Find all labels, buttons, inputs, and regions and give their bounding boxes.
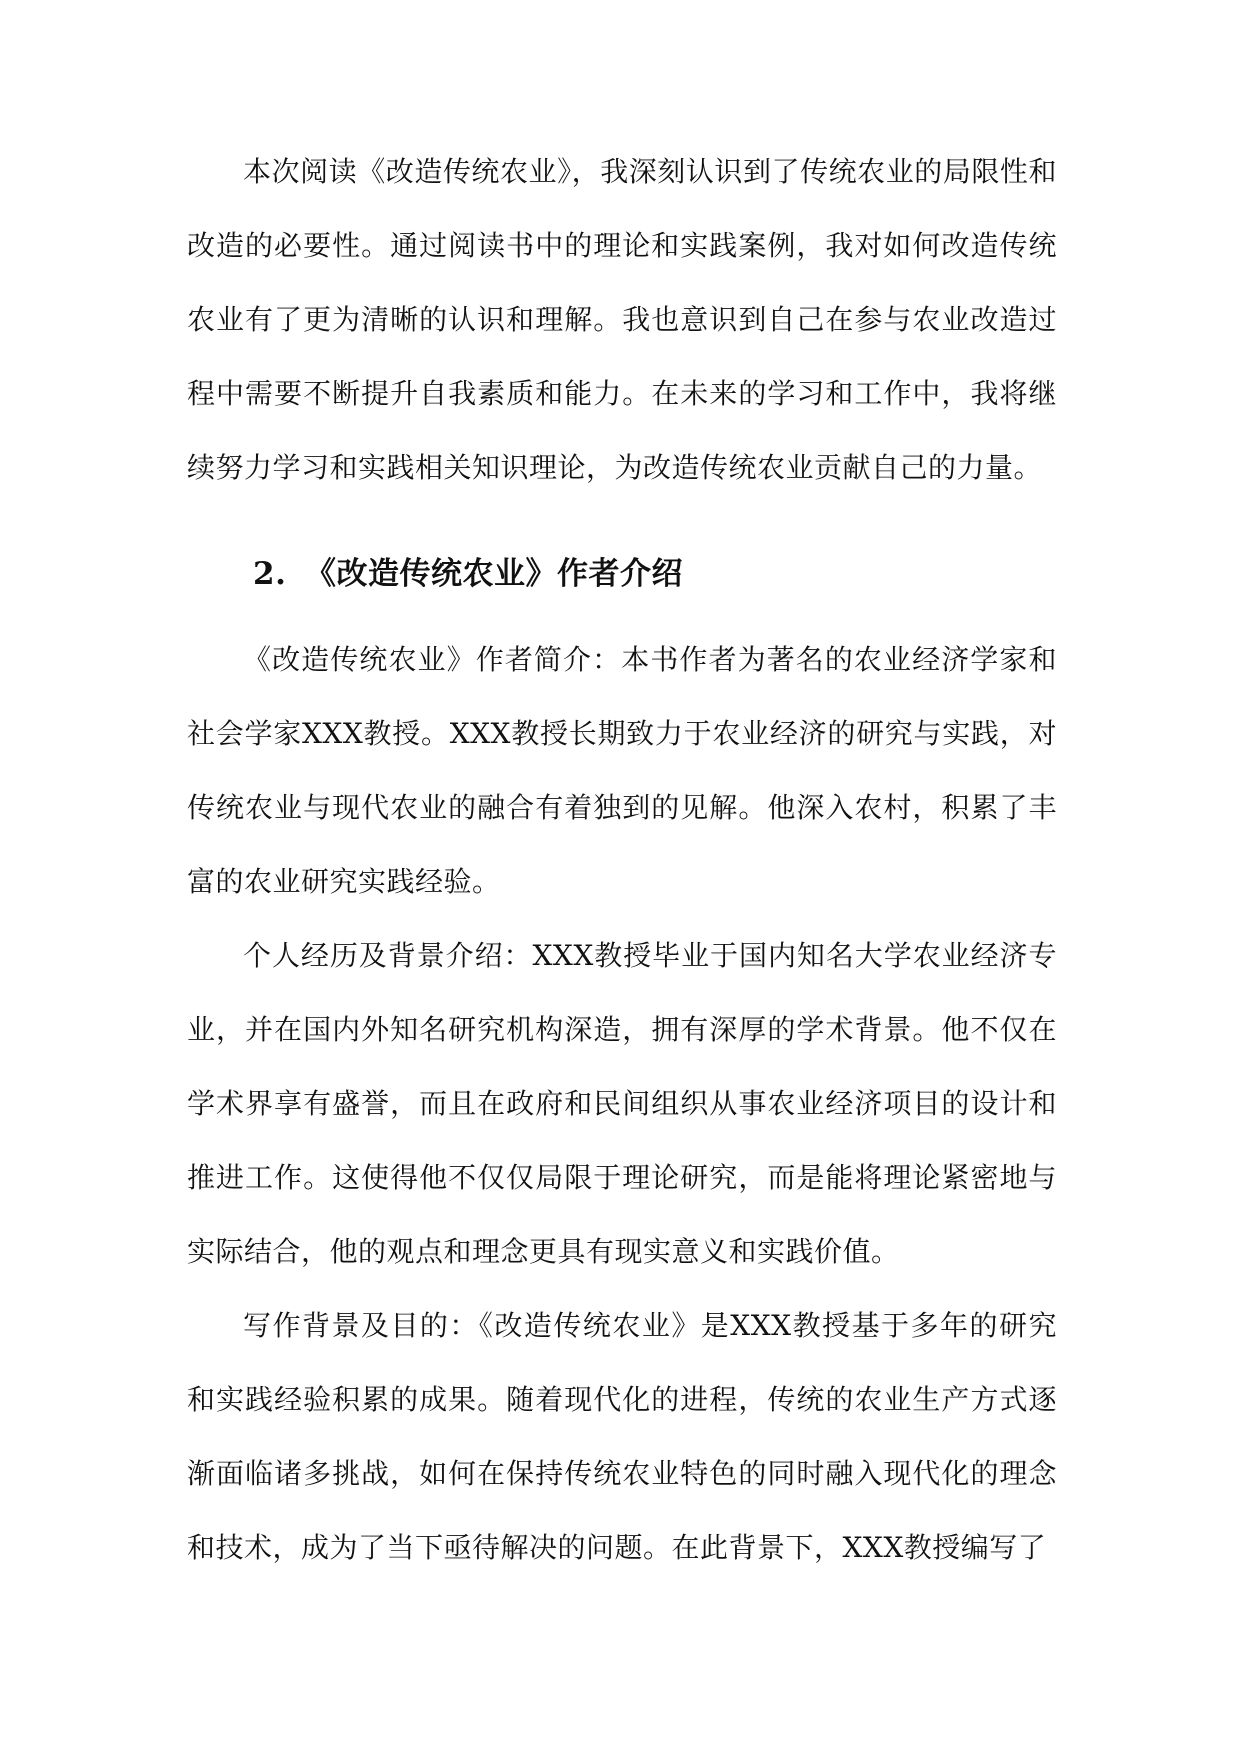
document-body — [187, 135, 1057, 1585]
paragraph-author-intro: 《改造传统农业》作者简介：本书作者为著名的农业经济学家和社会学家XXX教授。XXX教授长期致力于农业经济的研究与实践，对传统农业与现代农业的融合有着独到的见解。他深入农村，积累了丰富的农业研究实践经验。 — [187, 643, 1057, 898]
paragraph-reflection: 本次阅读《改造传统农业》，我深刻认识到了传统农业的局限性和改造的必要性。通过阅读书中的理论和实践案例，我对如何改造传统农业有了更为清晰的认识和理解。我也意识到自己在参与农业改造过程中需要不断提升自我素质和能力。在未来的学习和工作中，我将继续努力学习和实践相关知识理论，为改造传统农业贡献自己的力量。 — [187, 155, 1057, 484]
section-heading — [187, 539, 1057, 609]
section-number: 2. — [253, 556, 287, 592]
section-title: 《改造传统农业》作者介绍 — [305, 556, 683, 592]
paragraph-writing-background: 写作背景及目的：《改造传统农业》是XXX教授基于多年的研究和实践经验积累的成果。随着现代化的进程，传统的农业生产方式逐渐面临诸多挑战，如何在保持传统农业特色的同时融入现代化的理念和技术，成为了当下亟待解决的问题。在此背景下，XXX教授编写了 — [187, 1309, 1057, 1564]
paragraph-author-background: 个人经历及背景介绍：XXX教授毕业于国内知名大学农业经济专业，并在国内外知名研究机构深造，拥有深厚的学术背景。他不仅在学术界享有盛誉，而且在政府和民间组织从事农业经济项目的设计和推进工作。这使得他不仅仅局限于理论研究，而是能将理论紧密地与实际结合，他的观点和理念更具有现实意义和实践价值。 — [187, 939, 1057, 1268]
